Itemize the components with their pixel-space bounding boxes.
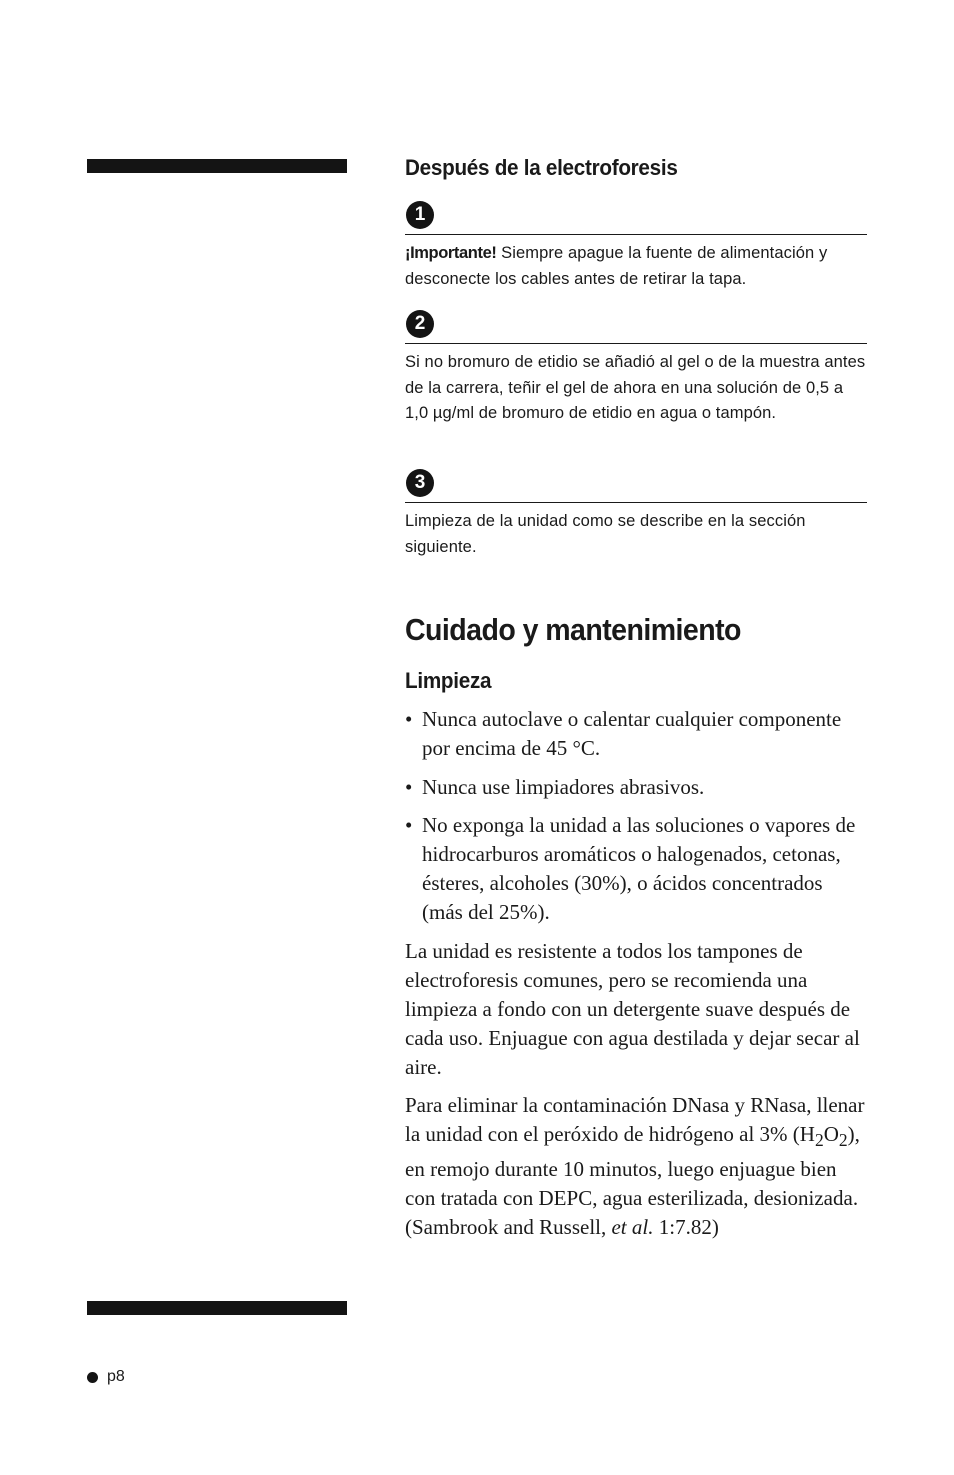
step-number-1-icon: 1 — [406, 201, 434, 229]
step-number-2-icon: 2 — [406, 310, 434, 338]
bullet-icon: • — [405, 774, 413, 799]
cleaning-bullet-list — [405, 705, 867, 937]
bullet-icon: • — [405, 707, 413, 731]
step-3 — [405, 466, 867, 560]
paragraph-decontamination: Para eliminar la contaminación DNasa y RNasa, llenar la unidad con el peróxido de hidrógeno al 3% $(H_2O_2)$, en remojo durante 10 minutos, luego enjuague bien con tratada con DEPC, agua esterilizada, desionizada. (Sambrook and Russell, et al. 1:7.82) — [405, 1093, 865, 1240]
step-1-header — [405, 198, 867, 235]
list-item: • Nunca autoclave o calentar cualquier componente por encima de 45 °C. — [405, 707, 842, 760]
step-number-3-icon: 3 — [406, 469, 434, 497]
step-1-text: ¡Importante! Siempre apague la fuente de alimentación y desconecte los cables antes de retirar la tapa. — [405, 244, 828, 288]
step-2-text: Si no bromuro de etidio se añadió al gel o de la muestra antes de la carrera, teñir el gel de ahora en una solución de 0,5 a 1,0 µg/ml de bromuro de etidio en agua o tampón. — [405, 353, 866, 422]
page-number: p8 — [107, 1368, 125, 1385]
step-2 — [405, 307, 867, 427]
step-1 — [405, 198, 867, 292]
important-label: ¡Importante! — [405, 244, 497, 262]
bullet-icon: • — [405, 813, 413, 837]
care-title: Cuidado y mantenimiento — [405, 612, 741, 647]
bullet-dot-icon — [87, 1372, 98, 1383]
list-item: • Nunca use limpiadores abrasivos. — [405, 773, 867, 802]
cleaning-heading: Limpieza — [405, 668, 492, 693]
top-rule-bar — [87, 159, 347, 173]
section-heading: Después de la electroforesis — [405, 155, 678, 180]
step-2-header — [405, 307, 867, 344]
page-footer — [87, 1368, 125, 1386]
list-item: • No exponga la unidad a las soluciones o vapores de hidrocarburos aromáticos o halogenados, cetonas, ésteres, alcoholes (30%), o ácidos concentrados (más del 25%). — [405, 813, 856, 924]
step-3-text: Limpieza de la unidad como se describe en la sección siguiente. — [405, 512, 806, 556]
bottom-rule-bar — [87, 1301, 347, 1315]
paragraph-resistance: La unidad es resistente a todos los tampones de electroforesis comunes, pero se recomienda una limpieza a fondo con un detergente suave después de cada uso. Enjuague con agua destilada y dejar secar al aire. — [405, 939, 860, 1079]
step-3-header — [405, 466, 867, 503]
